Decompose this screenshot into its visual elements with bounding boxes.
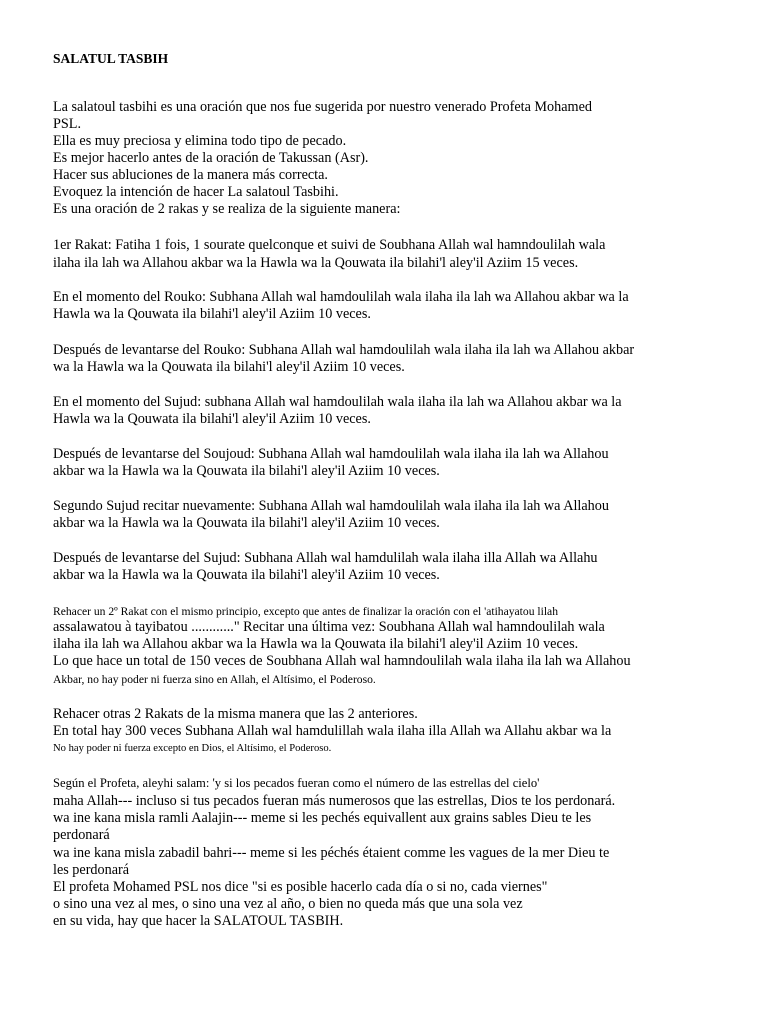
step-line: Después de levantarse del Soujoud: Subhana Allah wal hamdoulilah wala ilaha ila lah wa Allahou (53, 446, 609, 462)
second-rakat-line: assalawatou à tayibatou ............" Recitar una última vez: Soubhana Allah wal hamndoulilah wala (53, 619, 605, 635)
intro-line: Ella es muy preciosa y elimina todo tipo de pecado. (53, 133, 347, 149)
step-line: Después de levantarse del Sujud: Subhana Allah wal hamdulilah wala ilaha illa Allah wa Allahu (53, 550, 598, 566)
closing-line: wa ine kana misla ramli Aalajin--- meme si les pechés equivallent aux grains sables Dieu te les (53, 810, 592, 826)
step-line: Después de levantarse del Rouko: Subhana Allah wal hamdoulilah wala ilaha ila lah wa Allahou akbar (53, 342, 635, 358)
second-rakat-line: Rehacer un 2º Rakat con el mismo principio, excepto que antes de finalizar la oración con el 'atihayatou lilah (53, 605, 558, 618)
closing-line: les perdonará (53, 862, 130, 878)
step-line: 1er Rakat: Fatiha 1 fois, 1 sourate quelconque et suivi de Soubhana Allah wal hamndoulilah wala (53, 237, 606, 253)
intro-line: La salatoul tasbihi es una oración que nos fue sugerida por nuestro venerado Profeta Mohamed (53, 99, 592, 115)
repeat-line: Rehacer otras 2 Rakats de la misma manera que las 2 anteriores. (53, 706, 418, 722)
intro-line: Es mejor hacerlo antes de la oración de Takussan (Asr). (53, 150, 369, 166)
step-line: akbar wa la Hawla wa la Qouwata ila bilahi'l aley'il Aziim 10 veces. (53, 567, 440, 583)
repeat-line: En total hay 300 veces Subhana Allah wal hamdulillah wala ilaha illa Allah wa Allahu akbar wa la (53, 723, 612, 739)
step-line: En el momento del Sujud: subhana Allah wal hamdoulilah wala ilaha ila lah wa Allahou akbar wa la (53, 394, 622, 410)
step-line: Hawla wa la Qouwata ila bilahi'l aley'il Aziim 10 veces. (53, 411, 371, 427)
step-line: akbar wa la Hawla wa la Qouwata ila bilahi'l aley'il Aziim 10 veces. (53, 463, 440, 479)
closing-line: El profeta Mohamed PSL nos dice "si es posible hacerlo cada día o si no, cada viernes" (53, 879, 548, 895)
closing-line: perdonará (53, 827, 110, 843)
second-rakat-line: Akbar, no hay poder ni fuerza sino en Allah, el Altísimo, el Poderoso. (53, 673, 376, 686)
document-title: SALATUL TASBIH (53, 51, 169, 66)
intro-line: PSL. (53, 116, 81, 132)
closing-line: Según el Profeta, aleyhi salam: 'y si los pecados fueran como el número de las estrellas del cielo' (53, 776, 540, 790)
repeat-line: No hay poder ni fuerza excepto en Dios, el Altísimo, el Poderoso. (53, 743, 332, 754)
closing-line: wa ine kana misla zabadil bahri--- meme si les péchés étaient comme les vagues de la mer Dieu te (53, 845, 610, 861)
step-line: wa la Hawla wa la Qouwata ila bilahi'l aley'il Aziim 10 veces. (53, 359, 405, 375)
step-line: ilaha ila lah wa Allahou akbar wa la Hawla wa la Qouwata ila bilahi'l aley'il Aziim 15 veces. (53, 255, 579, 271)
closing-line: en su vida, hay que hacer la SALATOUL TASBIH. (53, 913, 344, 929)
step-line: Segundo Sujud recitar nuevamente: Subhana Allah wal hamdoulilah wala ilaha ila lah wa Allahou (53, 498, 609, 514)
intro-line: Hacer sus abluciones de la manera más correcta. (53, 167, 328, 183)
intro-line: Evoquez la intención de hacer La salatoul Tasbihi. (53, 184, 339, 200)
step-line: Hawla wa la Qouwata ila bilahi'l aley'il Aziim 10 veces. (53, 306, 371, 322)
step-line: akbar wa la Hawla wa la Qouwata ila bilahi'l aley'il Aziim 10 veces. (53, 515, 440, 531)
closing-line: o sino una vez al mes, o sino una vez al año, o bien no queda más que una sola vez (53, 896, 523, 912)
intro-line: Es una oración de 2 rakas y se realiza de la siguiente manera: (53, 201, 401, 217)
closing-line: maha Allah--- incluso si tus pecados fueran más numerosos que las estrellas, Dios te los perdonará. (53, 793, 616, 809)
second-rakat-line: ilaha ila lah wa Allahou akbar wa la Hawla wa la Qouwata ila bilahi'l aley'il Aziim 10 veces. (53, 636, 579, 652)
step-line: En el momento del Rouko: Subhana Allah wal hamdoulilah wala ilaha ila lah wa Allahou akbar wa la (53, 289, 629, 305)
second-rakat-line: Lo que hace un total de 150 veces de Soubhana Allah wal hamndoulilah wala ilaha ila lah wa Allahou (53, 653, 631, 669)
